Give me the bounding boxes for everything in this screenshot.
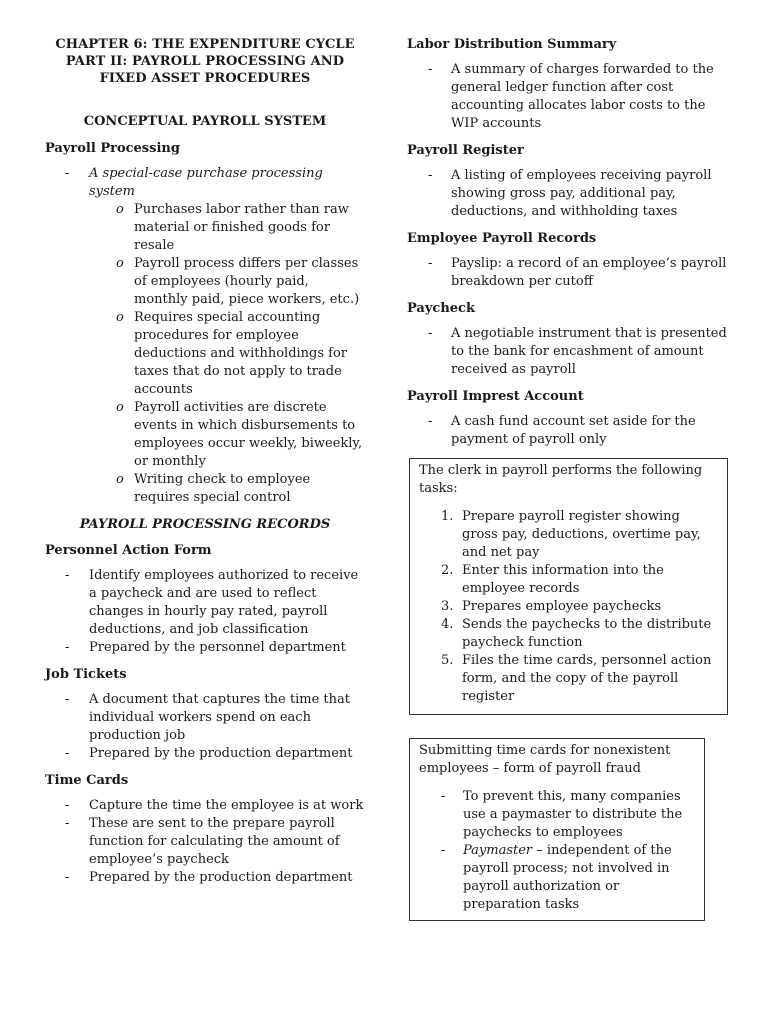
heading-job-tickets: Job Tickets [45, 667, 127, 682]
box-intro: Submitting time cards for nonexistent employees – form of payroll fraud [419, 743, 671, 776]
chapter-title [37, 36, 373, 87]
list-item: o Payroll activities are discrete events in which disbursements to employees occur weekly, biweekly, or monthly [45, 399, 365, 471]
left-column [45, 36, 365, 896]
payroll-processing-list [45, 165, 365, 201]
job-tickets-list [45, 691, 365, 763]
payroll-fraud-box [409, 738, 705, 921]
clerk-tasks-list [419, 508, 718, 706]
list-item: - A listing of employees receiving payroll showing gross pay, additional pay, deductions, and withholding taxes [407, 167, 732, 221]
section-conceptual-payroll: CONCEPTUAL PAYROLL SYSTEM [83, 114, 327, 129]
list-item: 3. Prepares employee paychecks [441, 599, 662, 614]
heading-personnel-action-form: Personnel Action Form [45, 543, 212, 558]
payroll-processing-sublist [45, 201, 365, 507]
payroll-register-list [407, 167, 732, 221]
paymaster-term: Paymaster [463, 843, 533, 858]
time-cards-list [45, 797, 365, 887]
payroll-clerk-tasks-box [409, 458, 728, 715]
list-item: - Prepared by the production department [45, 745, 365, 763]
list-item: - A cash fund account set aside for the payment of payroll only [407, 413, 732, 449]
labor-distribution-list [407, 61, 732, 133]
list-item: - Prepared by the production department [45, 869, 365, 887]
paycheck-list [407, 325, 732, 379]
heading-payroll-imprest: Payroll Imprest Account [407, 389, 584, 404]
heading-time-cards: Time Cards [45, 773, 129, 788]
list-item: o Requires special accounting procedures for employee deductions and withholdings for taxes that do not apply to trade accounts [45, 309, 365, 399]
list-item: o Writing check to employee requires special control [45, 471, 365, 507]
list-item: - A special-case purchase processing system [45, 165, 365, 201]
list-item: - Paymaster – independent of the payroll process; not involved in payroll authorization or preparation tasks [419, 842, 695, 914]
title-line-3: FIXED ASSET PROCEDURES [99, 71, 311, 86]
list-item: 1. Prepare payroll register showing gross pay, deductions, overtime pay, and net pay [441, 509, 701, 560]
list-item: 2. Enter this information into the employee records [441, 563, 664, 596]
list-item: - A negotiable instrument that is presented to the bank for encashment of amount received as payroll [407, 325, 732, 379]
personnel-action-form-list [45, 567, 365, 657]
list-item: - Capture the time the employee is at work [45, 797, 365, 815]
payroll-imprest-list [407, 413, 732, 449]
heading-employee-payroll-records: Employee Payroll Records [407, 231, 597, 246]
list-item: - A summary of charges forwarded to the general ledger function after cost accounting allocates labor costs to the WIP accounts [407, 61, 732, 133]
list-item: 4. Sends the paychecks to the distribute paycheck function [441, 617, 712, 650]
heading-payroll-register: Payroll Register [407, 143, 524, 158]
heading-payroll-processing: Payroll Processing [45, 141, 180, 156]
title-line-1: CHAPTER 6: THE EXPENDITURE CYCLE [55, 37, 355, 52]
list-item: - Identify employees authorized to receive a paycheck and are used to reflect changes in hourly pay rated, payroll deductions, and job classification [45, 567, 365, 639]
title-line-2: PART II: PAYROLL PROCESSING AND [65, 54, 345, 69]
list-item: - A document that captures the time that individual workers spend on each production job [45, 691, 365, 745]
heading-labor-distribution: Labor Distribution Summary [407, 37, 617, 52]
payroll-fraud-list [419, 788, 695, 914]
list-item: - Prepared by the personnel department [45, 639, 365, 657]
list-item: - These are sent to the prepare payroll function for calculating the amount of employee’s paycheck [45, 815, 365, 869]
employee-payroll-records-list [407, 255, 732, 291]
list-item: - Payslip: a record of an employee’s payroll breakdown per cutoff [407, 255, 732, 291]
list-item: - To prevent this, many companies use a paymaster to distribute the paychecks to employees [419, 788, 695, 842]
right-column [407, 36, 732, 458]
box-intro: The clerk in payroll performs the following tasks: [419, 463, 703, 496]
list-item: o Purchases labor rather than raw material or finished goods for resale [45, 201, 365, 255]
section-payroll-records: PAYROLL PROCESSING RECORDS [79, 517, 331, 532]
list-item: o Payroll process differs per classes of employees (hourly paid, monthly paid, piece workers, etc.) [45, 255, 365, 309]
heading-paycheck: Paycheck [407, 301, 475, 316]
list-item: 5. Files the time cards, personnel action form, and the copy of the payroll register [441, 653, 712, 704]
